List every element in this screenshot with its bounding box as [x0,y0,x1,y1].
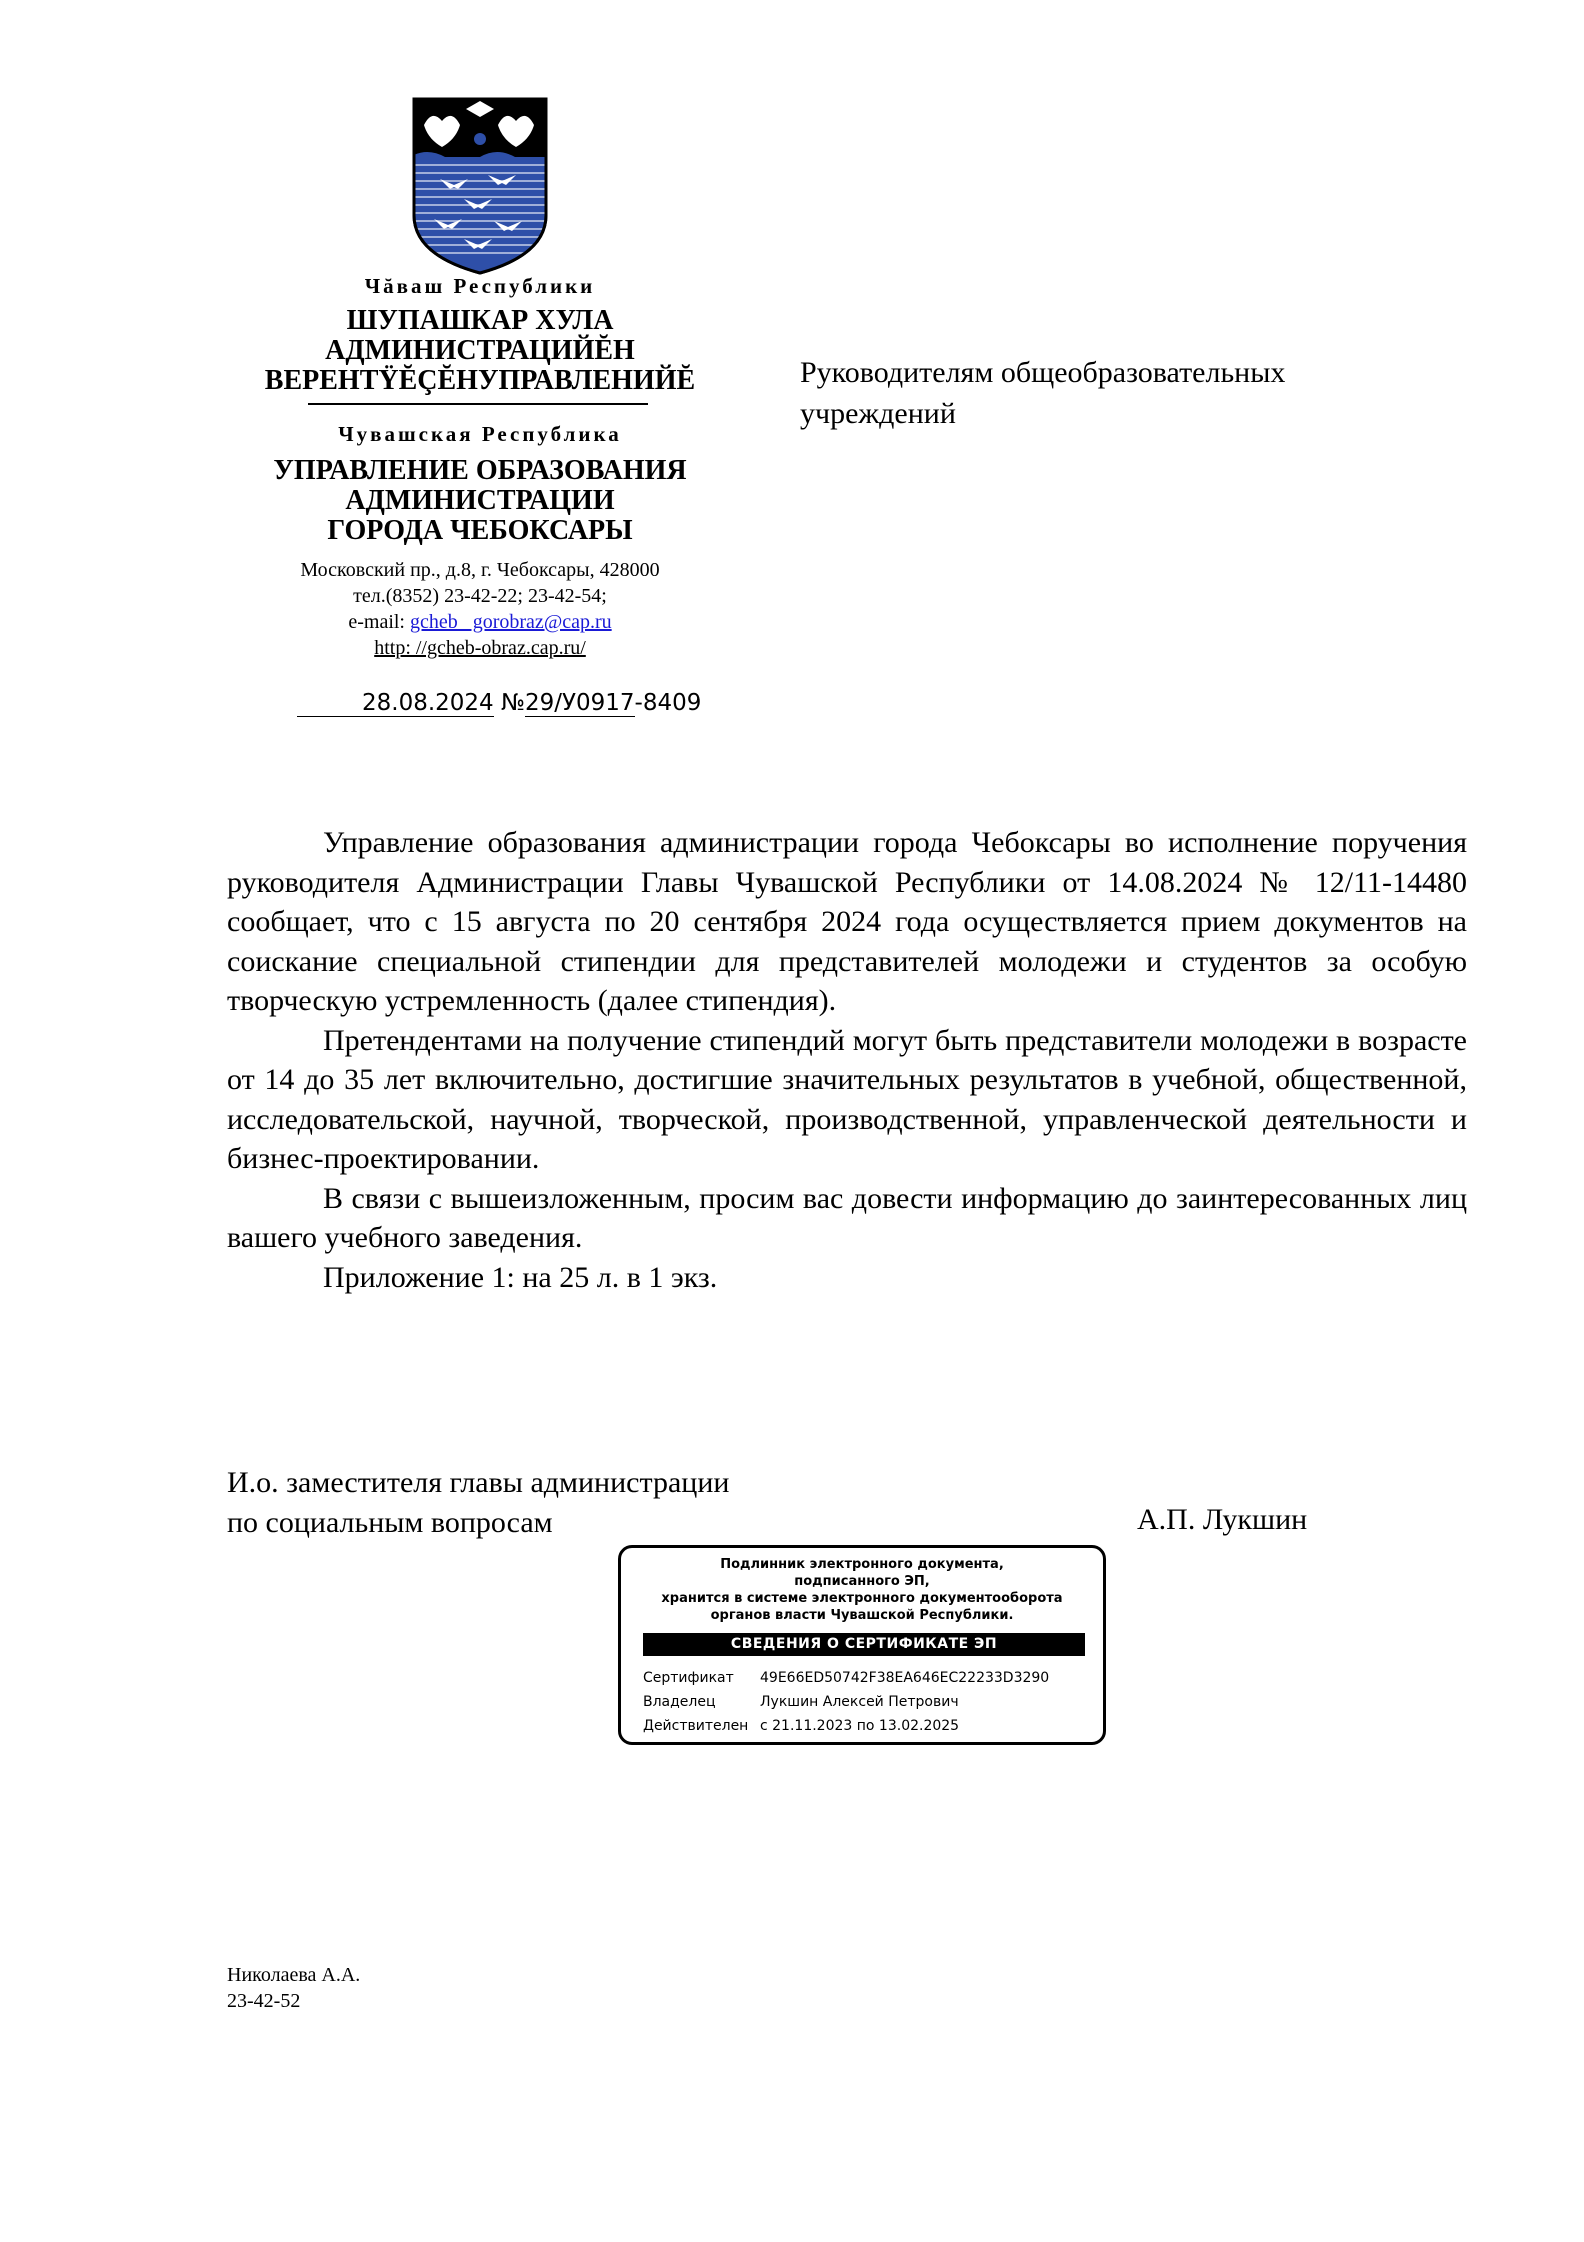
letterhead-republic-cv: Чăваш Республики [364,274,596,298]
registration-number: 29/У0917 [524,690,635,716]
letterhead-org-cv-2: АДМИНИСТРАЦИЙĔН [325,335,635,366]
email-label: e-mail: [348,611,410,633]
letterhead-website-line [230,635,730,661]
owner-value: Лукшин Алексей Петрович [760,1694,959,1710]
letterhead-org-cv-3: ВЕРЕНТŸĔÇĔНУПРАВЛЕНИЙĔ [264,365,696,396]
body-paragraph-2: Претендентами на получение стипендий могут быть представители молодежи в возрасте от 14 до 35 лет включительно, достигшие значительных результатов в учебной, общественной, исследовательской, научной, творческой, производственной, управленческой деятельности и бизнес-проектировании. [227,1023,1467,1175]
signatory-name: А.П. Лукшин [1137,1503,1308,1536]
validity-value: с 21.11.2023 по 13.02.2025 [760,1718,960,1734]
stamp-header-text [621,1556,1103,1624]
coat-of-arms-emblem [410,95,550,277]
signatory-title [227,1463,729,1543]
stamp-certificate-row [643,1670,1049,1686]
addressee: Руководителям общеобразовательных учреждений [800,356,1286,430]
letterhead-email-line [230,609,730,635]
stamp-line-2: подписанного ЭП, [794,1574,930,1589]
stamp-certificate-header: СВЕДЕНИЯ О СЕРТИФИКАТЕ ЭП [643,1633,1085,1656]
owner-label: Владелец [643,1694,716,1710]
letterhead-org-ru-2: АДМИНИСТРАЦИИ [345,485,615,516]
letterhead-org-cv-1: ШУПАШКАР ХУЛА [346,305,614,336]
letterhead-phone: тел.(8352) 23-42-22; 23-42-54; [353,585,607,607]
email-link[interactable]: gcheb_ gorobraz@cap.ru [409,611,612,633]
letterhead-address: Московский пр., д.8, г. Чебоксары, 428000 [300,559,660,581]
letter-body [227,823,1467,1297]
registration-date: 28.08.2024 [297,690,494,717]
executor-phone: 23-42-52 [227,1990,301,2012]
stamp-line-1: Подлинник электронного документа, [720,1557,1004,1572]
stamp-line-4: органов власти Чувашской Республики. [710,1608,1014,1623]
validity-label: Действителен [643,1718,749,1734]
letterhead-org-ru-1: УПРАВЛЕНИЕ ОБРАЗОВАНИЯ [273,455,687,486]
letterhead-org-ru-3: ГОРОДА ЧЕБОКСАРЫ [327,515,633,546]
certificate-label: Сертификат [643,1670,734,1686]
signatory-title-line-2: по социальным вопросам [227,1506,553,1539]
electronic-signature-stamp [618,1545,1106,1745]
stamp-owner-row [643,1694,959,1710]
certificate-value: 49E66ED50742F38EA646EC22233D3290 [760,1670,1050,1686]
letterhead-divider [308,403,648,405]
registration-line [297,690,701,717]
crest-svg [410,95,550,277]
number-sign: № [501,690,525,716]
signatory-title-line-1: И.о. заместителя главы администрации [227,1466,730,1499]
body-paragraph-3: В связи с вышеизложенным, просим вас довести информацию до заинтересованных лиц вашего учебного заведения. [227,1181,1467,1254]
website-link[interactable]: http: //gcheb-obraz.cap.ru/ [374,637,586,659]
letterhead-republic-ru: Чувашская Республика [338,422,622,446]
stamp-line-3: хранится в системе электронного документооборота [661,1591,1063,1606]
registration-number-suffix: -8409 [634,690,702,716]
body-paragraph-1: Управление образования администрации города Чебоксары во исполнение поручения руководителя Администрации Главы Чувашской Республики от 14.08.2024 № 12/11-14480 сообщает, что с 15 августа по 20 сентября 2024 года осуществляется прием документов на соискание специальной стипендии для представителей молодежи и студентов за особую творческую устремленность (далее стипендия). [227,826,1467,1017]
executor-info [227,1962,360,2014]
stamp-validity-row [643,1718,959,1734]
body-paragraph-4: Приложение 1: на 25 л. в 1 экз. [323,1260,718,1294]
executor-name: Николаева А.А. [227,1964,361,1986]
